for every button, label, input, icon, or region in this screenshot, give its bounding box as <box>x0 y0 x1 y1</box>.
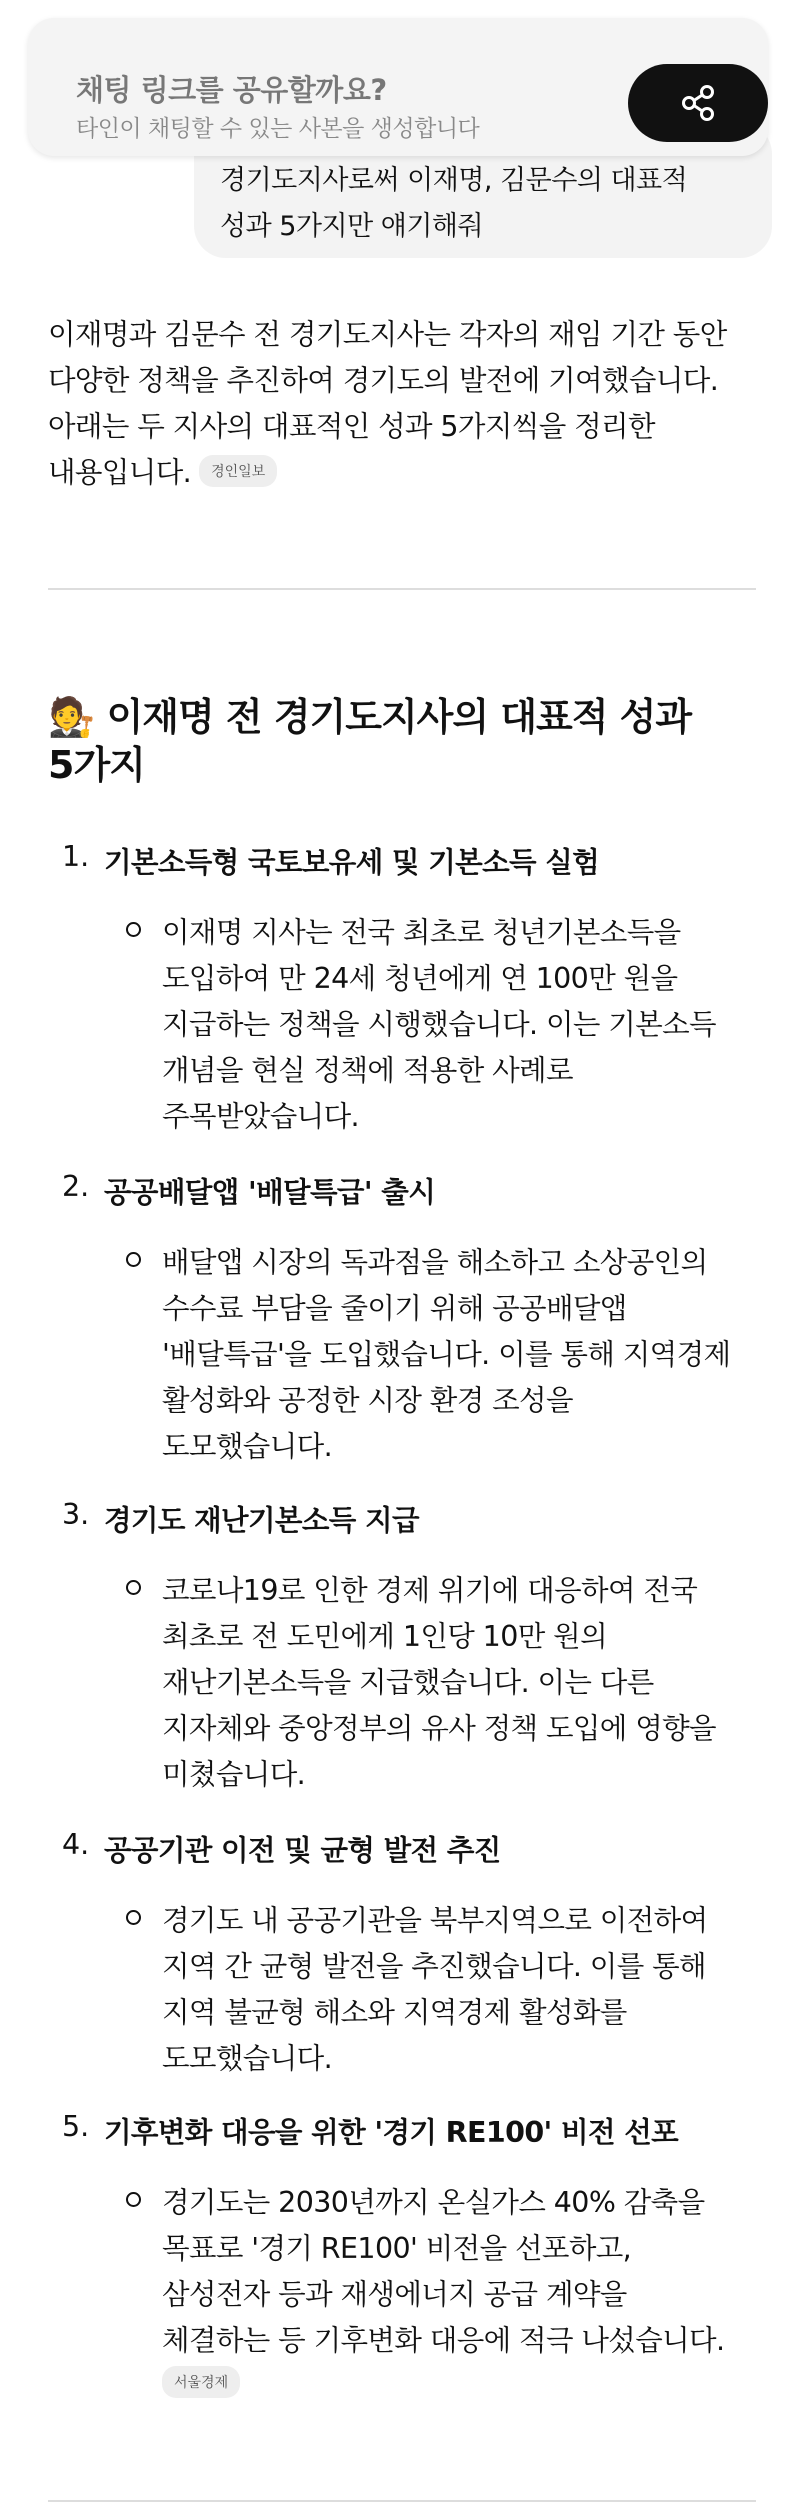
section-heading-line2: 5가지 <box>48 743 145 787</box>
item-number: 2. <box>62 1170 90 1203</box>
share-chat-banner <box>28 18 768 156</box>
user-message-line: 성과 5가지만 얘기해줘 <box>220 211 484 242</box>
item-title: 기본소득형 국토보유세 및 기본소득 실험 <box>104 846 600 879</box>
item-title: 기후변화 대응을 위한 '경기 RE100' 비전 선포 <box>104 2116 679 2149</box>
user-message-line: 경기도지사로써 이재명, 김문수의 대표적 <box>220 165 688 196</box>
item-title: 공공배달앱 '배달특급' 출시 <box>104 1176 436 1209</box>
intro-line-last <box>48 450 277 491</box>
bullet-icon <box>126 1580 141 1595</box>
item-detail-line: 재난기본소득을 지급했습니다. 이는 다른 <box>162 1666 654 1699</box>
intro-line: 아래는 두 지사의 대표적인 성과 5가지씩을 정리한 <box>48 410 655 443</box>
item-detail-line: 도모했습니다. <box>162 2042 333 2075</box>
intro-line-text: 내용입니다. <box>48 456 192 489</box>
item-detail-line: 활성화와 공정한 시장 환경 조성을 <box>162 1384 573 1417</box>
item-detail-line: '배달특급'을 도입했습니다. 이를 통해 지역경제 <box>162 1338 731 1371</box>
item-detail-line: 주목받았습니다. <box>162 1100 359 1133</box>
item-detail-line: 체결하는 등 기후변화 대응에 적극 나섰습니다. <box>162 2324 725 2357</box>
item-number: 3. <box>62 1498 90 1531</box>
bullet-icon <box>126 2192 141 2207</box>
item-detail-line: 지자체와 중앙정부의 유사 정책 도입에 영향을 <box>162 1712 716 1745</box>
share-title: 채팅 링크를 공유할까요? <box>76 73 387 107</box>
item-number: 4. <box>62 1828 90 1861</box>
person-emoji-icon: 🧑‍⚖️ <box>48 695 95 739</box>
share-subtitle: 타인이 채팅할 수 있는 사본을 생성합니다 <box>76 116 480 142</box>
source-badge[interactable]: 경인일보 <box>199 455 277 487</box>
divider <box>48 588 756 590</box>
section-heading <box>48 686 691 741</box>
share-icon <box>678 83 718 123</box>
item-detail-line: 수수료 부담을 줄이기 위해 공공배달앱 <box>162 1292 627 1325</box>
bullet-icon <box>126 922 141 937</box>
item-detail-line: 삼성전자 등과 재생에너지 공급 계약을 <box>162 2278 627 2311</box>
share-button[interactable] <box>628 64 768 142</box>
intro-line: 다양한 정책을 추진하여 경기도의 발전에 기여했습니다. <box>48 364 719 397</box>
item-detail-line: 개념을 현실 정책에 적용한 사례로 <box>162 1054 573 1087</box>
item-detail-line: 경기도 내 공공기관을 북부지역으로 이전하여 <box>162 1904 708 1937</box>
item-detail-line: 코로나19로 인한 경제 위기에 대응하여 전국 <box>162 1574 698 1607</box>
intro-line: 이재명과 김문수 전 경기도지사는 각자의 재임 기간 동안 <box>48 318 727 351</box>
bullet-icon <box>126 1910 141 1925</box>
item-detail-line: 지급하는 정책을 시행했습니다. 이는 기본소득 <box>162 1008 716 1041</box>
item-detail-line: 도입하여 만 24세 청년에게 연 100만 원을 <box>162 962 678 995</box>
item-title: 공공기관 이전 및 균형 발전 추진 <box>104 1834 501 1867</box>
item-detail-line: 지역 간 균형 발전을 추진했습니다. 이를 통해 <box>162 1950 706 1983</box>
item-detail-line: 지역 불균형 해소와 지역경제 활성화를 <box>162 1996 627 2029</box>
item-detail-line: 배달앱 시장의 독과점을 해소하고 소상공인의 <box>162 1246 708 1279</box>
item-title: 경기도 재난기본소득 지급 <box>104 1504 419 1537</box>
item-detail-line: 이재명 지사는 전국 최초로 청년기본소득을 <box>162 916 681 949</box>
item-detail-line: 미쳤습니다. <box>162 1758 306 1791</box>
section-heading-text: 이재명 전 경기도지사의 대표적 성과 <box>106 695 692 739</box>
source-badge[interactable]: 서울경제 <box>162 2366 240 2398</box>
divider <box>48 2500 756 2502</box>
item-number: 5. <box>62 2110 90 2143</box>
item-detail-line: 목표로 '경기 RE100' 비전을 선포하고, <box>162 2232 632 2265</box>
item-detail-line: 최초로 전 도민에게 1인당 10만 원의 <box>162 1620 607 1653</box>
item-number: 1. <box>62 840 90 873</box>
item-detail-line: 도모했습니다. <box>162 1430 333 1463</box>
item-detail-line: 경기도는 2030년까지 온실가스 40% 감축을 <box>162 2186 705 2219</box>
bullet-icon <box>126 1252 141 1267</box>
